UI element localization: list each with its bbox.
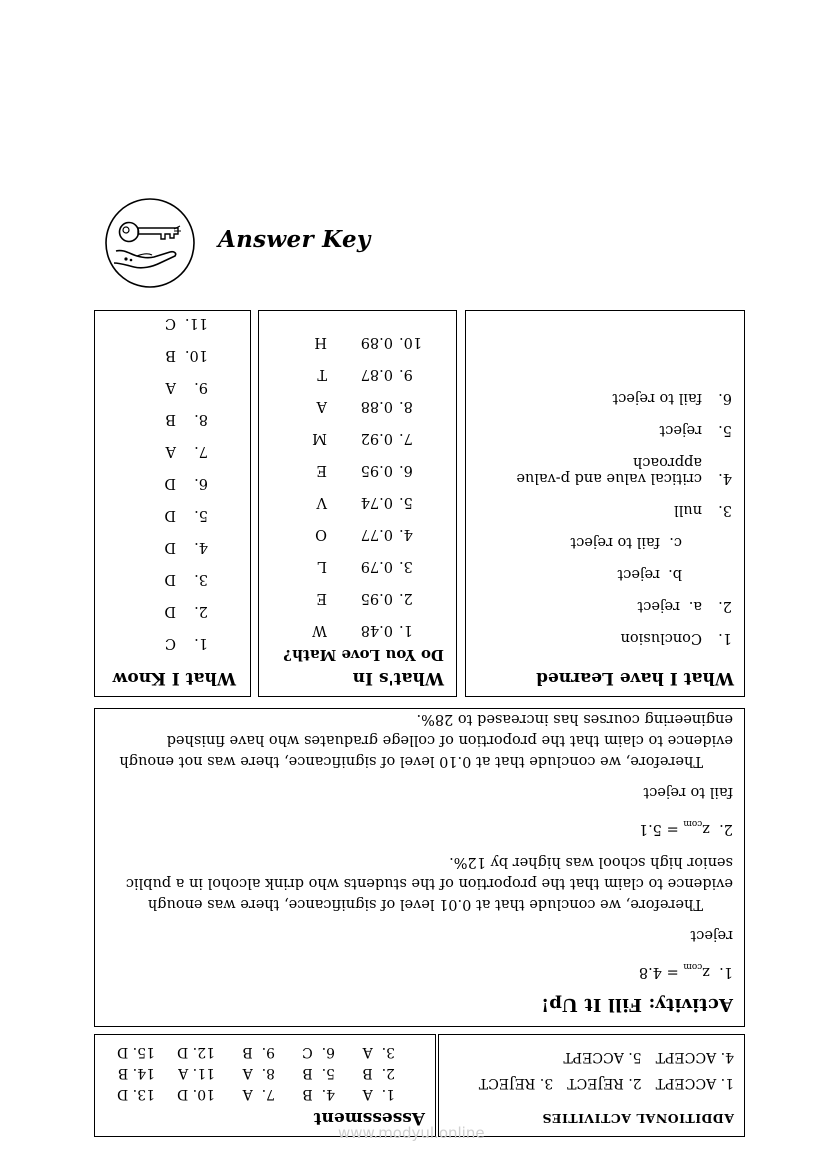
assessment-heading: Assessment xyxy=(313,1108,425,1128)
whats-in-item: 10.0.89H xyxy=(314,334,423,350)
learned-item: 3. null xyxy=(674,502,732,518)
what-i-know-item: 4.D xyxy=(164,539,208,555)
learned-heading: What I have Learned xyxy=(536,668,734,688)
what-i-know-box xyxy=(94,310,251,697)
assessment-item: 12. D xyxy=(177,1044,215,1060)
activity-box xyxy=(94,708,745,1027)
learned-subitem: c. fail to reject xyxy=(570,534,682,550)
additional-activities-row: 4. ACCEPT5. ACCEPT xyxy=(563,1049,734,1065)
whats-in-item: 9.0.87T xyxy=(317,366,413,382)
what-i-know-item: 9.A xyxy=(165,379,208,395)
assessment-item: 4. B xyxy=(302,1086,335,1102)
what-i-know-item: 7.A xyxy=(165,443,208,459)
additional-activities-row: 1. ACCEPT2. REJECT3. REJECT xyxy=(478,1075,734,1091)
assessment-item: 15. D xyxy=(117,1044,155,1060)
what-i-know-item: 5.D xyxy=(164,507,208,523)
activity-heading: Activity: Fill It Up! xyxy=(540,994,733,1015)
assessment-item: 10. D xyxy=(177,1086,215,1102)
assessment-item: 11. A xyxy=(178,1065,215,1081)
activity-answer-1-decision: reject xyxy=(690,927,733,944)
assessment-item: 8. A xyxy=(242,1065,275,1081)
whats-in-item: 2.0.95E xyxy=(316,590,413,606)
what-i-know-item: 2.D xyxy=(164,603,208,619)
what-i-know-item: 11.C xyxy=(164,315,208,331)
learned-item: 6. fail to reject xyxy=(612,390,732,406)
whats-in-item: 4.0.77O xyxy=(315,526,413,542)
activity-answer-2-decision: fail to reject xyxy=(643,784,733,801)
key-in-hand-icon xyxy=(104,197,196,289)
assessment-item: 3. A xyxy=(362,1044,395,1060)
what-i-know-item: 3.D xyxy=(164,571,208,587)
whats-in-item: 3.0.79L xyxy=(317,558,413,574)
assessment-box xyxy=(94,1034,436,1137)
learned-subitem: b. reject xyxy=(617,566,682,582)
assessment-item: 5. B xyxy=(302,1065,335,1081)
what-i-know-item: 1.C xyxy=(164,635,208,651)
whats-in-box xyxy=(258,310,457,697)
assessment-item: 2. B xyxy=(362,1065,395,1081)
assessment-item: 6. C xyxy=(302,1044,335,1060)
activity-answer-2-conclusion: Therefore, we conclude that at 0.10 level of significance, there was not enough evidence to claim that the proportion of college graduates who have finished engineering courses has increased to 28%. xyxy=(119,711,733,770)
whats-in-item: 8.0.88A xyxy=(316,398,413,414)
what-i-know-item: 8.B xyxy=(165,411,208,427)
assessment-item: 1. A xyxy=(362,1086,395,1102)
whats-in-subheading: Do You Love Math? xyxy=(283,646,444,664)
assessment-grid xyxy=(105,1043,425,1103)
whats-in-item: 5.0.74V xyxy=(316,494,413,510)
what-i-know-list xyxy=(107,307,236,659)
whats-in-item: 7.0.92M xyxy=(312,430,413,446)
whats-in-item: 1.0.48W xyxy=(312,622,413,638)
activity-answer-2-z: 2. $z_{com} = 5.1$ xyxy=(638,818,733,838)
assessment-item: 7. A xyxy=(242,1086,275,1102)
learned-item: 2. a. reject xyxy=(637,598,732,614)
whats-in-item: 6.0.95E xyxy=(316,462,413,478)
what-i-have-learned-box xyxy=(465,310,745,697)
whats-in-list xyxy=(269,326,444,646)
what-i-know-heading: What I Know xyxy=(112,668,236,688)
learned-list xyxy=(476,390,734,646)
watermark: www.modyul.online xyxy=(338,1124,485,1142)
assessment-item: 13. D xyxy=(117,1086,155,1102)
what-i-know-item: 6.D xyxy=(164,475,208,491)
assessment-item: 9. B xyxy=(242,1044,275,1060)
what-i-know-item: 10.B xyxy=(165,347,208,363)
activity-answer-1-conclusion: Therefore, we conclude that at 0.01 level of significance, there was enough evidence to claim that the proportion of the students who drink alcohol in a public senior high school was higher by 12%. xyxy=(125,854,733,913)
whats-in-heading: What's In xyxy=(352,668,444,688)
learned-item: 4. critical value and p-value approach xyxy=(516,454,732,486)
learned-item: 5. reject xyxy=(659,422,732,438)
assessment-item: 14. B xyxy=(117,1065,155,1081)
activity-answer-1-z: 1. $z_{com} = 4.8$ xyxy=(638,961,733,980)
page-title: Answer Key xyxy=(218,226,371,253)
learned-item: 1. Conclusion xyxy=(620,630,732,646)
additional-activities-box xyxy=(438,1034,745,1137)
additional-activities-heading: ADDITIONAL ACTIVITIES xyxy=(541,1111,734,1126)
